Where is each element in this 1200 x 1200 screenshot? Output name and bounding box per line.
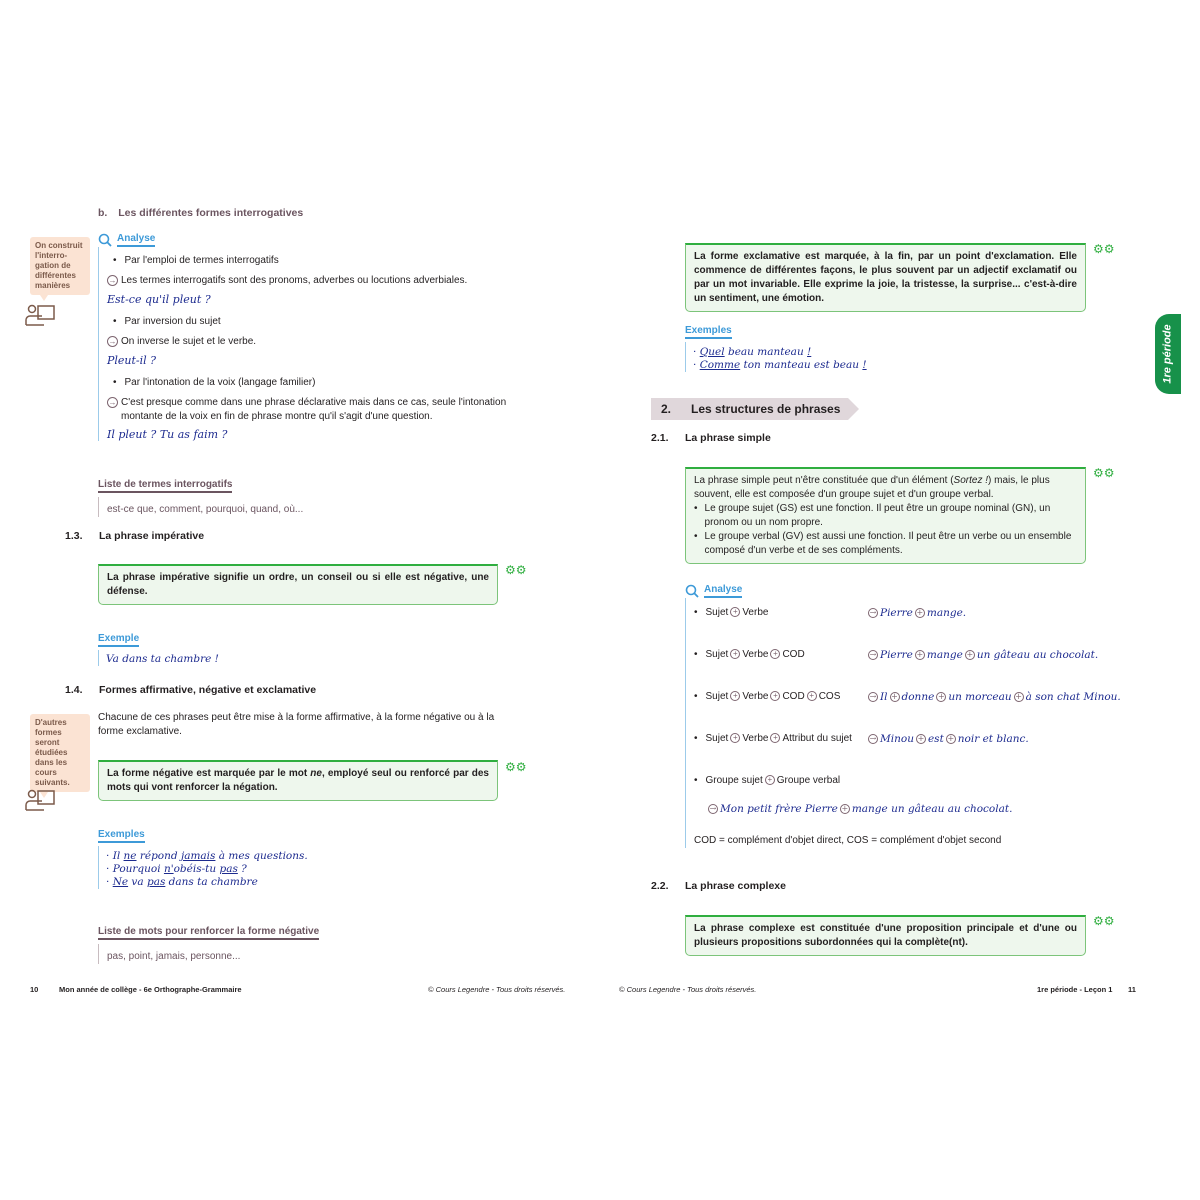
rule-box-imperative: La phrase impérative signifie un ordre, un conseil ou si elle est négative, une défense.: [98, 564, 498, 605]
structure-row: • Sujet + Verbe + COD → Pierre + mange + un gâteau au chocolat.: [694, 649, 1099, 661]
arrow-right-icon: →: [108, 397, 117, 407]
example-item: · Ne va pas dans ta chambre: [106, 876, 258, 888]
analyse-block-structures: [685, 584, 1155, 848]
lesson-label: 1re période - Leçon 1: [1037, 985, 1113, 994]
handwritten-example: Est-ce qu'il pleut ?: [107, 293, 211, 306]
magnifier-icon: [98, 233, 112, 247]
magnifier-icon: [685, 584, 699, 598]
section-1-4-intro: Chacune de ces phrases peut être mise à la forme affirmative, à la forme négative ou à la forme exclamative.: [98, 712, 495, 737]
examples-negative: [98, 824, 398, 889]
rule-bullet: • Le groupe sujet (GS) est une fonction. Il peut être un groupe nominal (GN), un pronom ou un nom propre.: [694, 503, 1051, 528]
examples-exclamative: [685, 320, 985, 372]
gears-icon: ⚙⚙: [505, 563, 527, 577]
page-number-right: 11: [1128, 985, 1136, 994]
analyse-block-interrogative: [98, 233, 538, 441]
example-imperative: [98, 628, 398, 666]
list-content: pas, point, jamais, personne...: [98, 944, 498, 964]
book-title: Mon année de collège - 6e Orthographe-Grammaire: [59, 985, 242, 994]
examples-label: Exemples: [98, 829, 145, 843]
analyse-bullet: • Par l'intonation de la voix (langage familier): [113, 377, 316, 388]
rule-box-negative: La forme négative est marquée par le mot ne, employé seul ou renforcé par des mots qui vont renforcer la négation.: [98, 760, 498, 801]
margin-note-interrogation: On construit l'interro-gation de différentes manières: [30, 237, 90, 295]
section-2-banner: 2. Les structures de phrases: [651, 398, 859, 420]
rule-box-exclamative: La forme exclamative est marquée, à la fin, par un point d'exclamation. Elle commence de différentes façons, le plus souvent par un adjectif exclamatif ou par un mot invariable. Elle exprime la joie, la tristesse, la surprise... c'est-à-dire un sentiment, une émotion.: [685, 243, 1086, 312]
analyse-header: [98, 233, 538, 247]
section-1-3-heading: 1.3. La phrase impérative: [65, 530, 205, 542]
analyse-body: [685, 598, 1155, 848]
teacher-board-icon: [24, 303, 56, 327]
subsection-letter: b.: [98, 207, 108, 219]
gears-icon: ⚙⚙: [1093, 914, 1115, 928]
analyse-bullet: • Par l'emploi de termes interrogatifs: [113, 255, 279, 266]
structure-row: • Sujet + Verbe + Attribut du sujet → Minou + est + noir et blanc.: [694, 733, 1029, 745]
structure-row: • Sujet + Verbe + COD + COS → Il + donne + un morceau + à son chat Minou.: [694, 691, 1121, 703]
list-negative-words: [98, 921, 498, 964]
example-body: [98, 650, 398, 666]
example-item: · Comme ton manteau est beau !: [693, 359, 867, 371]
rule-bullet: • Le groupe verbal (GV) est aussi une fonction. Il peut être un verbe ou un ensemble composé d'un verbe et de ses compléments.: [694, 531, 1072, 556]
example-item: · Il ne répond jamais à mes questions.: [106, 850, 308, 862]
margin-note-other-forms: D'autres formes seront étudiées dans les cours suivants.: [30, 714, 90, 792]
list-interrogative-terms: [98, 474, 498, 517]
gears-icon: ⚙⚙: [505, 760, 527, 774]
examples-body: [98, 846, 398, 889]
arrow-right-icon: →: [108, 336, 117, 346]
structure-row: • Groupe sujet + Groupe verbal: [694, 775, 841, 786]
gears-icon: ⚙⚙: [1093, 466, 1115, 480]
structure-row: • Sujet + Verbe → Pierre + mange.: [694, 607, 967, 619]
section-1-4-heading: 1.4. Formes affirmative, négative et exclamative: [65, 684, 317, 696]
list-title: Liste de termes interrogatifs: [98, 479, 232, 493]
analyse-label: Analyse: [704, 584, 742, 598]
page-number-left: 10: [30, 985, 39, 994]
analyse-bullet: • Par inversion du sujet: [113, 316, 221, 327]
rule-box-simple-sentence: La phrase simple peut n'être constituée que d'un élément (Sortez !) mais, le plus souvent, elle est composée d'un groupe sujet et d'un groupe verbal. • Le groupe sujet (GS) est une fonction. Il peut être un groupe nominal (GN), un pronom ou un nom propre. • Le groupe verbal (GV) est aussi une fonction. Il peut être un verbe ou un ensemble composé d'un verbe et de ses compléments.: [685, 467, 1086, 564]
section-2-1-heading: 2.1. La phrase simple: [651, 432, 771, 444]
example-item: Va dans ta chambre !: [106, 653, 219, 665]
subsection-title: Les différentes formes interrogatives: [118, 207, 304, 219]
gears-icon: ⚙⚙: [1093, 242, 1115, 256]
banner-arrow: [848, 398, 859, 420]
handwritten-example: Il pleut ? Tu as faim ?: [107, 428, 228, 441]
arrow-right-icon: →: [108, 275, 117, 285]
period-tab-label: 1re période: [1162, 324, 1174, 384]
copyright-left: © Cours Legendre - Tous droits réservés.: [428, 985, 566, 994]
list-title: Liste de mots pour renforcer la forme négative: [98, 926, 319, 940]
handwritten-example: Pleut-il ?: [107, 354, 157, 367]
period-tab[interactable]: [1155, 314, 1181, 394]
subsection-b-heading: [98, 207, 311, 219]
example-item: · Pourquoi n'obéis-tu pas ?: [106, 863, 247, 875]
analyse-body: [98, 247, 538, 441]
examples-body: [685, 342, 985, 372]
analyse-header: [685, 584, 1155, 598]
example-item: · Quel beau manteau !: [693, 346, 812, 358]
analyse-label: Analyse: [117, 233, 155, 247]
example-label: Exemple: [98, 633, 139, 647]
teacher-board-icon: [24, 788, 56, 812]
list-content: est-ce que, comment, pourquoi, quand, où...: [98, 497, 498, 517]
structure-example-row: → Mon petit frère Pierre + mange un gâteau au chocolat.: [709, 803, 1013, 815]
rule-box-complex-sentence: La phrase complexe est constituée d'une proposition principale et d'une ou plusieurs propositions subordonnées qui la complète(nt).: [685, 915, 1086, 956]
analyse-explanation: → On inverse le sujet et le verbe.: [108, 336, 257, 347]
examples-label: Exemples: [685, 325, 732, 339]
analyse-explanation: → Les termes interrogatifs sont des pronoms, adverbes ou locutions adverbiales.: [108, 275, 468, 286]
section-2-2-heading: 2.2. La phrase complexe: [651, 880, 786, 892]
copyright-right: © Cours Legendre - Tous droits réservés.: [619, 985, 757, 994]
analyse-explanation: → C'est presque comme dans une phrase déclarative mais dans ce cas, seule l'intonation montante de la voix en fin de phrase montre qu'il s'agit d'une question.: [108, 397, 507, 422]
abbreviation-legend: COD = complément d'objet direct, COS = complément d'objet second: [694, 835, 1002, 846]
